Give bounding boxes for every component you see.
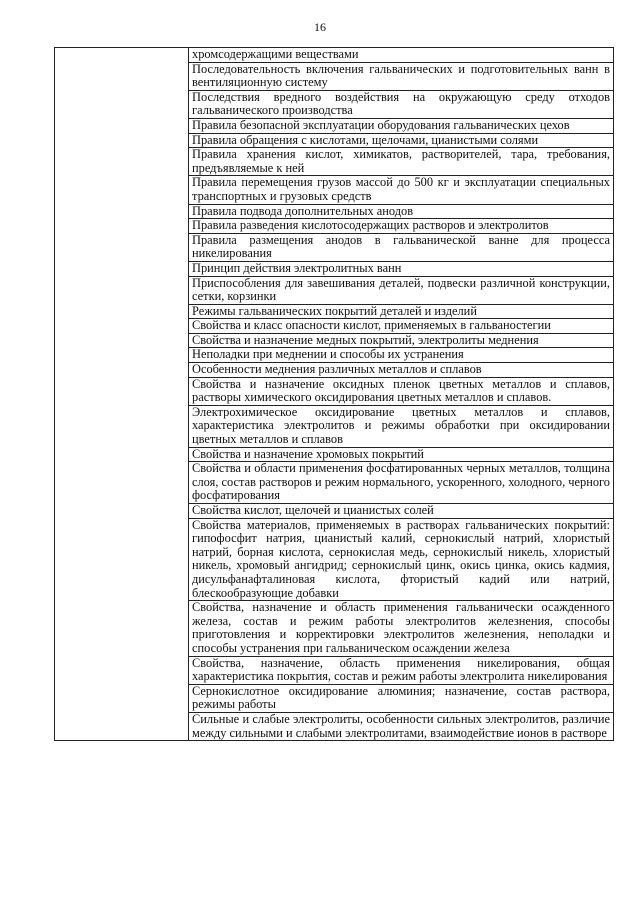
table-cell: Свойства, назначение и область применения гальванически осажденного железа, состав и режим работы электролитов железнения, способы приготовления и корректировки электролитов железнения, неполадки и способы устранения при гальваническом осаждении железа	[189, 601, 614, 656]
table-cell: Сернокислотное оксидирование алюминия; назначение, состав раствора, режимы работы	[189, 684, 614, 712]
table-cell: Правила хранения кислот, химикатов, растворителей, тара, требования, предъявляемые к ней	[189, 148, 614, 176]
table-cell: Неполадки при меднении и способы их устранения	[189, 348, 614, 363]
table-cell: Правила обращения с кислотами, щелочами, цианистыми солями	[189, 133, 614, 148]
table-cell: Свойства и назначение оксидных пленок цветных металлов и сплавов, растворы химического оксидирования цветных металлов и сплавов.	[189, 377, 614, 405]
requirements-table	[54, 47, 614, 741]
left-column-cell	[55, 48, 189, 741]
table-cell: Свойства и области применения фосфатированных черных металлов, толщина слоя, состав растворов и режим нормального, ускоренного, холодного, черного фосфатирования	[189, 462, 614, 504]
table-cell: Правила подвода дополнительных анодов	[189, 204, 614, 219]
table-cell: Последствия вредного воздействия на окружающую среду отходов гальванического производства	[189, 90, 614, 118]
table-cell: Приспособления для завешивания деталей, подвески различной конструкции, сетки, корзинки	[189, 276, 614, 304]
table-cell: Сильные и слабые электролиты, особенности сильных электролитов, различие между сильными и слабыми электролитами, взаимодействие ионов в растворе	[189, 712, 614, 740]
table-cell: Электрохимическое оксидирование цветных металлов и сплавов, характеристика электролитов и режимы обработки при оксидировании цветных металлов и сплавов	[189, 405, 614, 447]
table-cell: Свойства кислот, щелочей и цианистых солей	[189, 504, 614, 519]
table-cell: Свойства и назначение хромовых покрытий	[189, 447, 614, 462]
table-cell: Свойства и класс опасности кислот, применяемых в гальваностегии	[189, 319, 614, 334]
table-cell: Правила разведения кислотосодержащих растворов и электролитов	[189, 219, 614, 234]
table-cell: Свойства материалов, применяемых в растворах гальванических покрытий: гипофосфит натрия, цианистый калий, сернокислый натрий, хлористый натрий, борная кислота, сернокислая медь, сернокислый никель, хлористый никель, хромовый ангидрид; сернокислый цинк, окись цинка, окись кадмия, дисульфанафталиновая кислота, фтористый кадий или натрий, блескообразующие добавки	[189, 518, 614, 601]
table-cell: Правила перемещения грузов массой до 500 кг и эксплуатации специальных транспортных и грузовых средств	[189, 176, 614, 204]
table-cell: Правила безопасной эксплуатации оборудования гальванических цехов	[189, 118, 614, 133]
table-cell: Особенности меднения различных металлов и сплавов	[189, 363, 614, 378]
page-number: 16	[314, 20, 326, 34]
table-cell: хромсодержащими веществами	[189, 48, 614, 63]
table-cell: Последовательность включения гальванических и подготовительных ванн в вентиляционную систему	[189, 62, 614, 90]
table-cell: Принцип действия электролитных ванн	[189, 261, 614, 276]
table-body	[55, 48, 614, 741]
table-row	[55, 48, 614, 63]
table-cell: Правила размещения анодов в гальванической ванне для процесса никелирования	[189, 233, 614, 261]
table-cell: Режимы гальванических покрытий деталей и изделий	[189, 304, 614, 319]
table-cell: Свойства, назначение, область применения никелирования, общая характеристика покрытия, состав и режим работы электролита никелирования	[189, 656, 614, 684]
table-cell: Свойства и назначение медных покрытий, электролиты меднения	[189, 333, 614, 348]
